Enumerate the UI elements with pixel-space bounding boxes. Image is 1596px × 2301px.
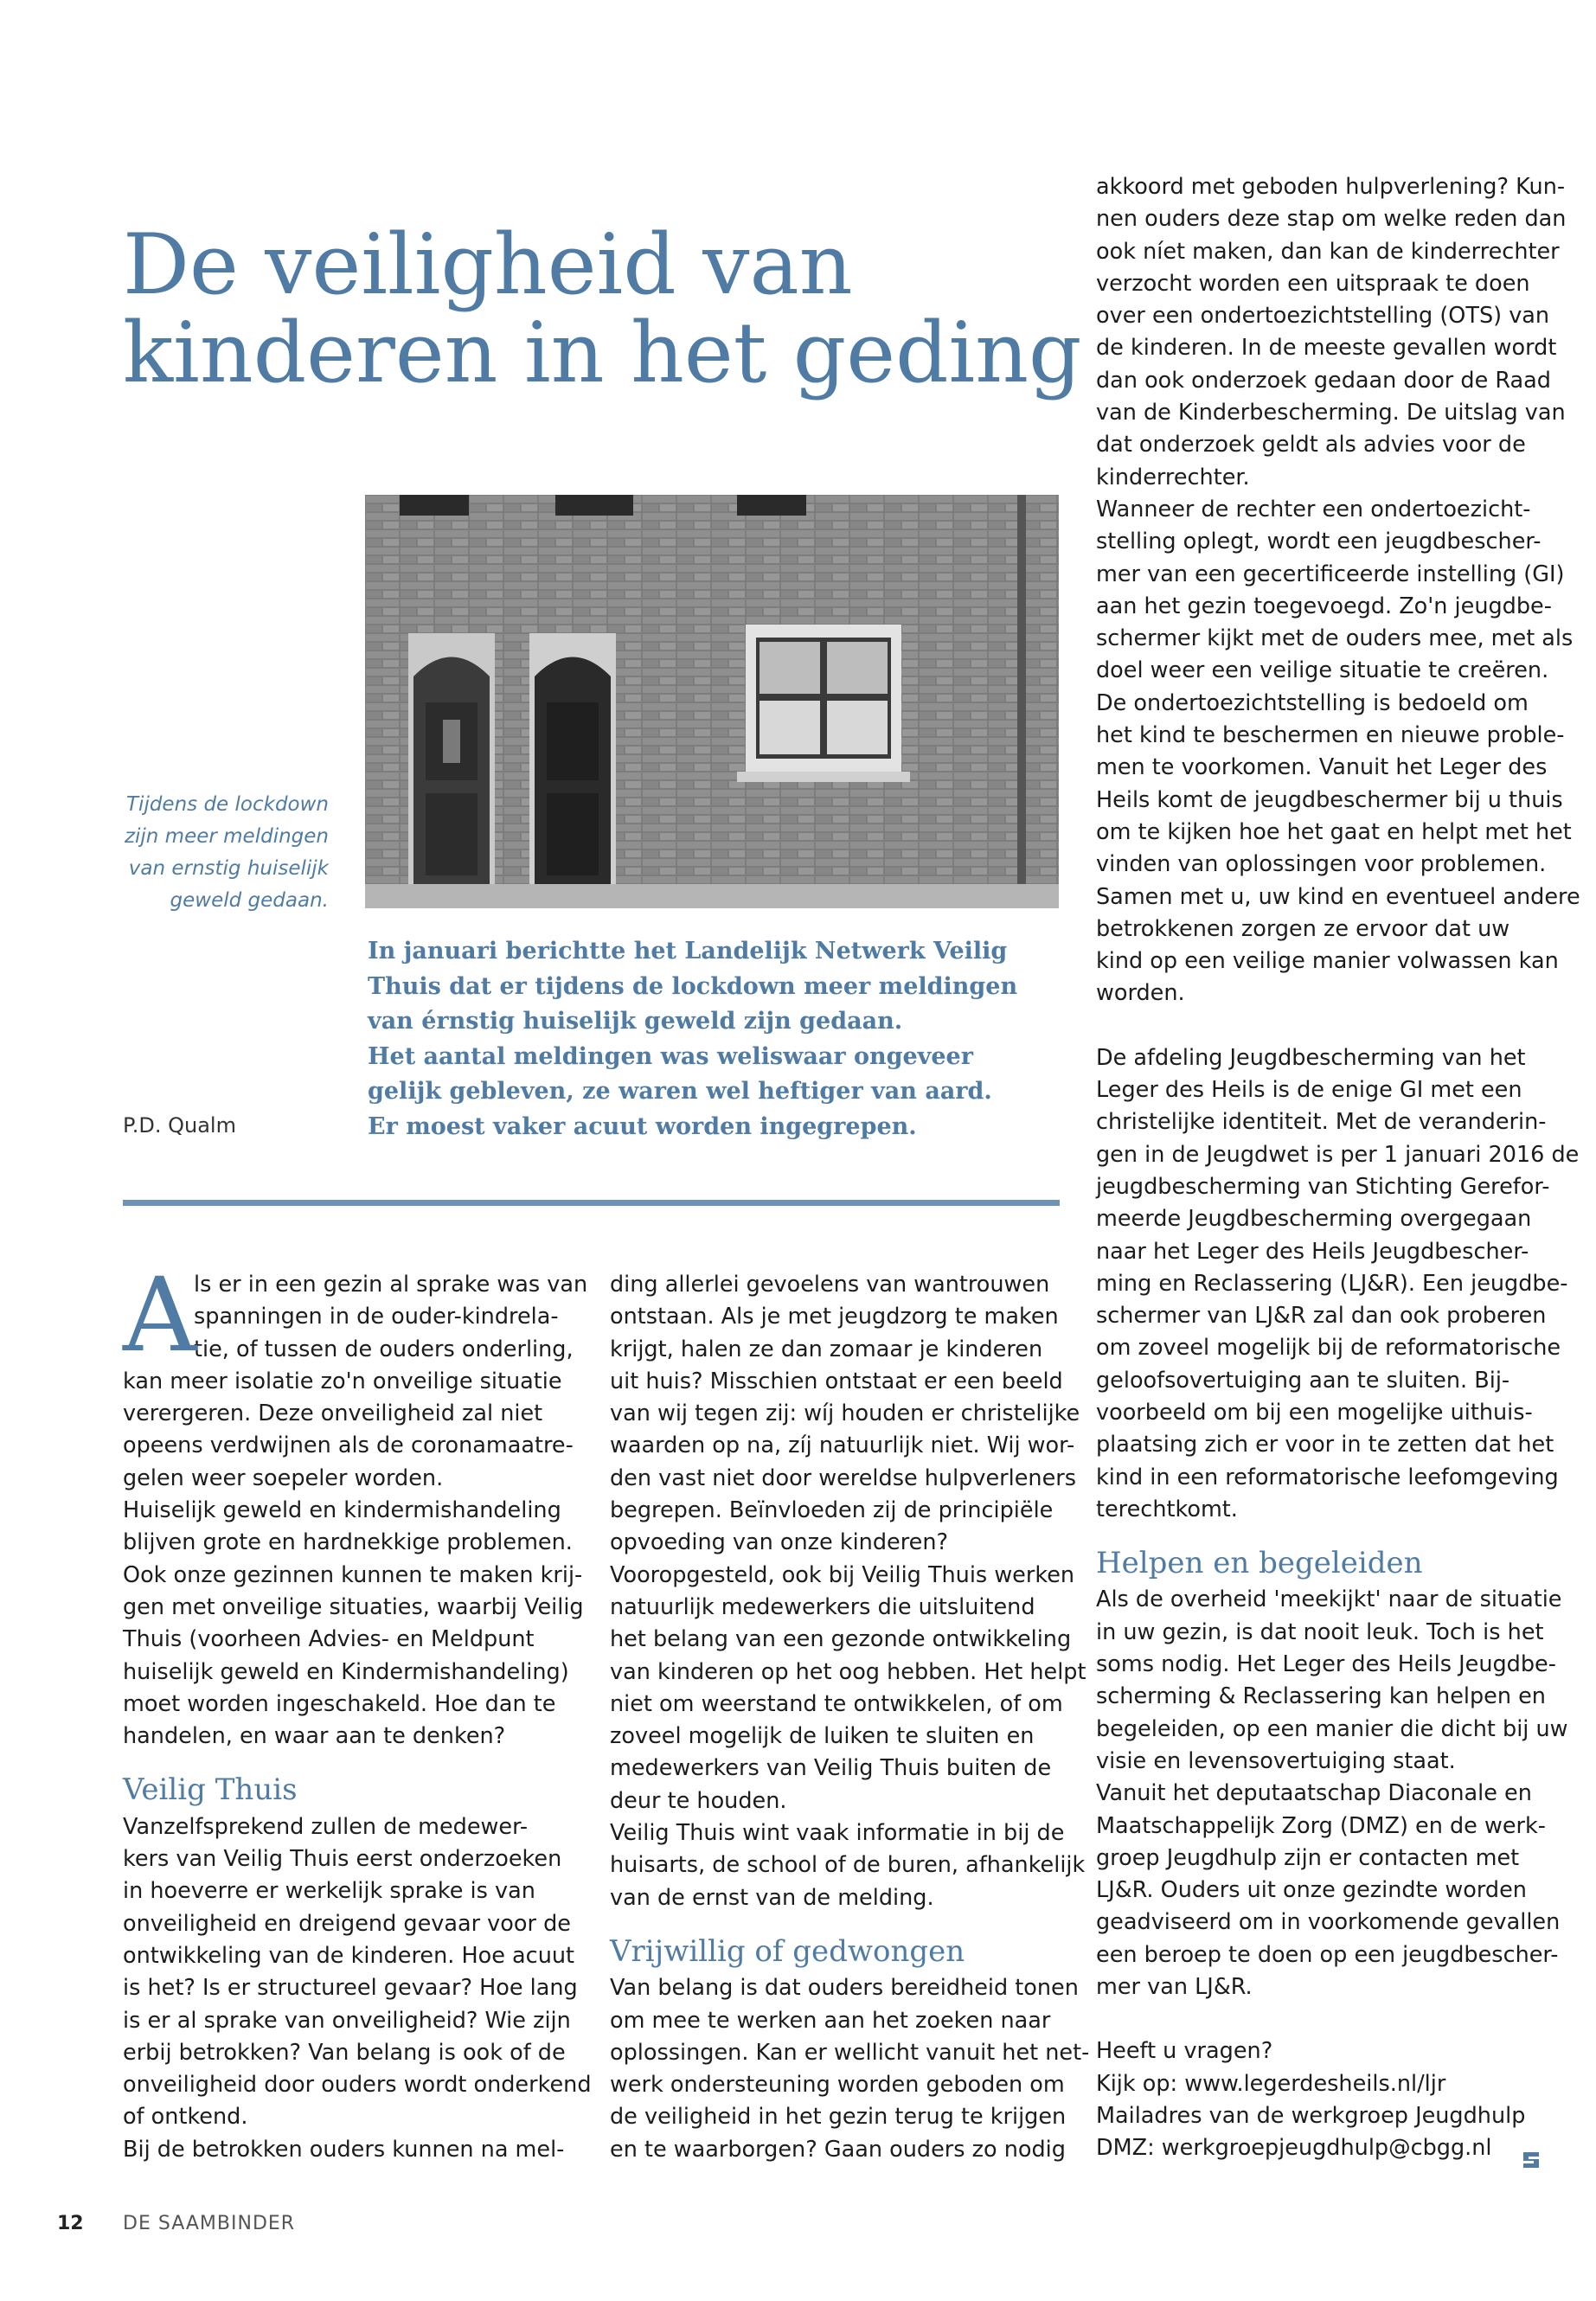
text-line: akkoord met geboden hulpverlening? Kun- (1096, 174, 1566, 200)
text-line: Samen met u, uw kind en eventueel andere (1096, 883, 1580, 910)
text-line: erbij betrokken? Van belang is ook of de (123, 2039, 566, 2066)
text-line: van de ernst van de melding. (610, 1884, 934, 1911)
text-line: van wij tegen zij: wíj houden er christelijke (610, 1400, 1080, 1427)
text-line: blijven grote en hardnekkige problemen. (123, 1529, 573, 1556)
text-line: stelling oplegt, wordt een jeugdbescher- (1096, 529, 1542, 555)
text-line: Maatschappelijk Zorg (DMZ) en de werk- (1096, 1812, 1546, 1839)
text-line: mer van een gecertificeerde instelling (GI) (1096, 561, 1565, 587)
end-mark-icon (1520, 2149, 1542, 2175)
section-heading-vrijwillig: Vrijwillig of gedwongen (610, 1933, 965, 1969)
text-line: natuurlijk medewerkers die uitsluitend (610, 1593, 1035, 1620)
lead-line: van érnstig huiselijk geweld zijn gedaan. (368, 1008, 903, 1035)
text-line: medewerkers van Veilig Thuis buiten de (610, 1755, 1052, 1782)
text-line: is er al sprake van onveiligheid? Wie zijn (123, 2007, 571, 2034)
text-line: is het? Is er structureel gevaar? Hoe lang (123, 1975, 578, 2002)
lead-line: Thuis dat er tijdens de lockdown meer meldingen (368, 972, 1018, 1000)
article-photo (365, 495, 1059, 908)
col2-block-b (610, 1972, 1090, 2166)
text-line: van kinderen op het oog hebben. Het helpt (610, 1658, 1086, 1685)
text-line: ook níet maken, dan kan de kinderrechter (1096, 238, 1560, 265)
text-line: in hoeverre er werkelijk sprake is van (123, 1878, 535, 1905)
text-line: vinden van oplossingen voor problemen. (1096, 851, 1547, 878)
text-line: spanningen in de ouder-kindrela- (194, 1304, 559, 1330)
text-line: om zoveel mogelijk bij de reformatorische (1096, 1335, 1561, 1362)
body-column-1 (123, 1255, 592, 2166)
text-line: worden. (1096, 980, 1185, 1007)
text-line: ming en Reclassering (LJ&R). Een jeugdbe- (1096, 1270, 1568, 1297)
text-line: scherming & Reclassering kan helpen en (1096, 1683, 1546, 1710)
text-line: plaatsing zich er voor in te zetten dat het (1096, 1432, 1554, 1458)
text-line: Ook onze gezinnen kunnen te maken krij- (123, 1561, 583, 1588)
lead-line: Het aantal meldingen was weliswaar ongeveer (368, 1042, 973, 1070)
text-line: of ontkend. (123, 2104, 248, 2131)
text-line: huiselijk geweld en Kindermishandeling) (123, 1658, 569, 1685)
text-line: LJ&R. Ouders uit onze gezindte worden (1096, 1877, 1527, 1904)
title-line: kinderen in het geding (123, 304, 1082, 401)
text-line: ontwikkeling van de kinderen. Hoe acuut (123, 1942, 575, 1969)
text-line: doel weer een veilige situatie te creëren. (1096, 657, 1549, 684)
text-line: voorbeeld om bij een mogelijke uithuis- (1096, 1399, 1533, 1426)
text-line: aan het gezin toegevoegd. Zo'n jeugdbe- (1096, 593, 1552, 619)
section-divider (123, 1200, 1060, 1206)
text-line: zoveel mogelijk de luiken te sluiten en (610, 1723, 1035, 1750)
text-line: Kijk op: www.legerdesheils.nl/ljr (1096, 2070, 1446, 2097)
text-line: men te voorkomen. Vanuit het Leger des (1096, 754, 1548, 781)
text-line: DMZ: werkgroepjeugdhulp@cbgg.nl (1096, 2135, 1492, 2162)
text-line: onveiligheid door ouders wordt onderkend (123, 2072, 592, 2099)
col1-block-b (123, 1811, 592, 2166)
page-number: 12 (57, 2213, 84, 2234)
text-line: handelen, en waar aan te denken? (123, 1723, 506, 1750)
text-line: een beroep te doen op een jeugdbescher- (1096, 1941, 1559, 1968)
text-line: onveiligheid en dreigend gevaar voor de (123, 1910, 571, 1937)
text-line: gen in de Jeugdwet is per 1 januari 2016 de (1096, 1141, 1580, 1168)
text-line: Bij de betrokken ouders kunnen na mel- (123, 2136, 565, 2163)
text-line: waarden op na, zíj natuurlijk niet. Wij wor- (610, 1433, 1075, 1459)
text-line: visie en levensovertuiging staat. (1096, 1747, 1456, 1774)
col3-block-b (1096, 1042, 1580, 1526)
text-line: Veilig Thuis wint vaak informatie in bij de (610, 1820, 1065, 1847)
text-line: nen ouders deze stap om welke reden dan (1096, 206, 1567, 233)
text-line: deur te houden. (610, 1787, 787, 1814)
lead-paragraph (368, 934, 1060, 1144)
text-line: Vooropgesteld, ook bij Veilig Thuis werken (610, 1561, 1075, 1588)
caption-line: van ernstig huiselijk (128, 857, 329, 880)
text-line: van de Kinderbescherming. De uitslag van (1096, 400, 1566, 426)
text-line: huisarts, de school of de buren, afhankelijk (610, 1852, 1086, 1879)
text-line: schermer kijkt met de ouders mee, met als (1096, 625, 1574, 652)
text-line: mer van LJ&R. (1096, 1974, 1253, 2001)
text-line: terechtkomt. (1096, 1496, 1238, 1522)
text-line: kan meer isolatie zo'n onveilige situatie (123, 1368, 562, 1394)
text-line: Wanneer de rechter een ondertoezicht- (1096, 496, 1531, 522)
text-line: het belang van een gezonde ontwikkeling (610, 1626, 1072, 1653)
text-line: niet om weerstand te ontwikkelen, of om (610, 1690, 1063, 1717)
title-line: De veiligheid van (123, 216, 853, 313)
text-line: gen met onveilige situaties, waarbij Veilig (123, 1593, 584, 1620)
text-line: tie, of tussen de ouders onderling, (194, 1336, 574, 1362)
text-line: De afdeling Jeugdbescherming van het (1096, 1044, 1526, 1071)
article-title (123, 216, 1082, 401)
text-line: schermer van LJ&R zal dan ook proberen (1096, 1303, 1547, 1330)
col3-block-a (1096, 171, 1580, 1010)
text-line: werk ondersteuning worden geboden om (610, 2072, 1065, 2099)
text-line: gelen weer soepeler worden. (123, 1465, 444, 1491)
text-line: om mee te werken aan het zoeken naar (610, 2007, 1051, 2034)
section-heading-veilig-thuis: Veilig Thuis (123, 1772, 298, 1808)
text-line: oplossingen. Kan er wellicht vanuit het net- (610, 2039, 1090, 2066)
text-line: Als de overheid 'meekijkt' naar de situatie (1096, 1586, 1562, 1613)
text-line: in uw gezin, is dat nooit leuk. Toch is het (1096, 1618, 1544, 1645)
text-line: Thuis (voorheen Advies- en Meldpunt (123, 1626, 535, 1653)
text-line: De ondertoezichtstelling is bedoeld om (1096, 689, 1529, 716)
col3-block-d (1096, 2035, 1563, 2164)
text-line: jeugdbescherming van Stichting Gerefor- (1096, 1173, 1550, 1200)
text-line: betrokkenen zorgen ze ervoor dat uw (1096, 915, 1510, 942)
text-line: opvoeding van onze kinderen? (610, 1529, 949, 1556)
col1-block-a (123, 1366, 583, 1753)
body-column-3 (1096, 171, 1580, 2165)
text-line: Heils komt de jeugdbeschermer bij u thuis (1096, 786, 1563, 813)
lead-line: In januari berichtte het Landelijk Netwerk Veilig (368, 938, 1008, 965)
text-line: christelijke identiteit. Met de veranderin- (1096, 1109, 1547, 1136)
text-line: om te kijken hoe het gaat en helpt met het (1096, 818, 1572, 845)
text-line: begrepen. Beïnvloeden zij de principiële (610, 1497, 1054, 1524)
text-line: Huiselijk geweld en kindermishandeling (123, 1497, 561, 1524)
text-line: verzocht worden een uitspraak te doen (1096, 270, 1530, 297)
text-line: ls er in een gezin al sprake was van (194, 1272, 588, 1298)
lead-line: gelijk gebleven, ze waren wel heftiger van aard. (368, 1078, 992, 1105)
text-line: en te waarborgen? Gaan ouders zo nodig (610, 2136, 1066, 2163)
text-line: kind in een reformatorische leefomgeving (1096, 1464, 1559, 1490)
text-line: opeens verdwijnen als de coronamaatre- (123, 1433, 574, 1459)
text-line: kind op een veilige manier volwassen kan (1096, 948, 1559, 975)
text-line: Vanzelfsprekend zullen de medewer- (123, 1813, 529, 1840)
text-line: ding allerlei gevoelens van wantrouwen (610, 1272, 1050, 1298)
caption-line: zijn meer meldingen (124, 825, 329, 848)
author-name: P.D. Qualm (123, 1113, 236, 1138)
paragraph-gap (1096, 2003, 1563, 2035)
text-line: Vanuit het deputaatschap Diaconale en (1096, 1780, 1532, 1807)
text-line: groep Jeugdhulp zijn er contacten met (1096, 1844, 1520, 1871)
magazine-name: DE SAAMBINDER (123, 2213, 296, 2234)
caption-line: Tijdens de lockdown (126, 793, 329, 816)
drop-cap: A (123, 1255, 197, 1375)
text-line: Heeft u vragen? (1096, 2038, 1273, 2065)
brick-houses-illustration (365, 495, 1059, 908)
text-line: Mailadres van de werkgroep Jeugdhulp (1096, 2102, 1526, 2129)
col2-block-a (610, 1269, 1086, 1914)
lead-line: Er moest vaker acuut worden ingegrepen. (368, 1112, 917, 1140)
body-column-2 (610, 1269, 1090, 2166)
caption-line: geweld gedaan. (170, 889, 329, 912)
text-line: de veiligheid in het gezin terug te krijgen (610, 2104, 1067, 2131)
text-line: moet worden ingeschakeld. Hoe dan te (123, 1690, 556, 1717)
text-line: dat onderzoek geldt als advies voor de (1096, 432, 1526, 458)
text-line: meerde Jeugdbescherming overgegaan (1096, 1206, 1532, 1233)
text-line: soms nodig. Het Leger des Heils Jeugdbe- (1096, 1651, 1556, 1678)
text-line: kinderrechter. (1096, 464, 1250, 490)
text-line: de kinderen. In de meeste gevallen wordt (1096, 335, 1557, 362)
dropcap-paragraph (123, 1255, 588, 1375)
text-line: naar het Leger des Heils Jeugdbescher- (1096, 1238, 1529, 1265)
text-line: Leger des Heils is de enige GI met een (1096, 1077, 1522, 1104)
text-line: het kind te beschermen en nieuwe proble- (1096, 722, 1565, 749)
text-line: geloofsovertuiging aan te sluiten. Bij- (1096, 1367, 1510, 1394)
text-line: Van belang is dat ouders bereidheid tonen (610, 1975, 1079, 2002)
text-line: geadviseerd om in voorkomende gevallen (1096, 1909, 1561, 1936)
text-line: krijgt, halen ze dan zomaar je kinderen (610, 1336, 1043, 1362)
text-line: kers van Veilig Thuis eerst onderzoeken (123, 1846, 562, 1873)
section-heading-helpen: Helpen en begeleiden (1096, 1546, 1423, 1581)
text-line: verergeren. Deze onveiligheid zal niet (123, 1400, 543, 1427)
photo-caption (104, 789, 329, 917)
text-line: over een ondertoezichtstelling (OTS) van (1096, 303, 1550, 330)
paragraph-gap (1096, 1010, 1563, 1042)
text-line: begeleiden, op een manier die dicht bij uw (1096, 1715, 1568, 1742)
col3-block-c (1096, 1584, 1568, 2003)
text-line: uit huis? Misschien ontstaat er een beeld (610, 1368, 1063, 1394)
text-line: den vast niet door wereldse hulpverleners (610, 1465, 1077, 1491)
text-line: dan ook onderzoek gedaan door de Raad (1096, 367, 1551, 394)
text-line: ontstaan. Als je met jeugdzorg te maken (610, 1304, 1059, 1330)
